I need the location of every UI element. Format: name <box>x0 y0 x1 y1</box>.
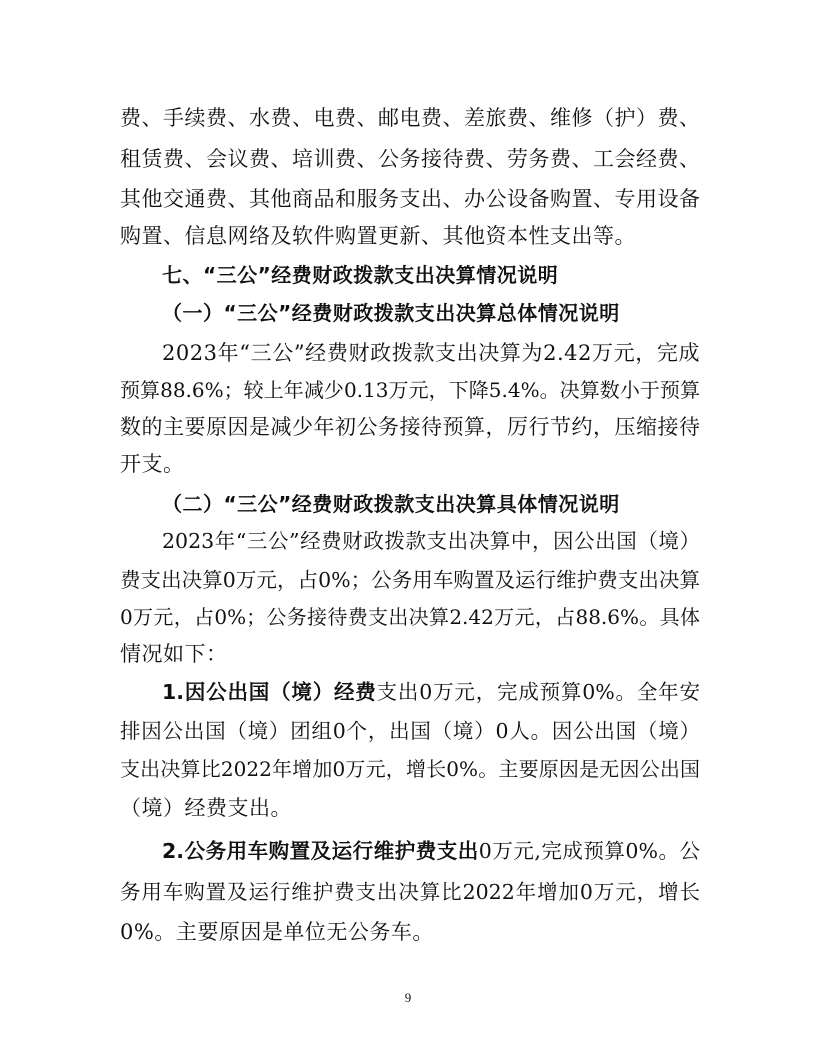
paragraph-line: （境）经费支出。 <box>120 796 292 820</box>
item-2-text: 0万元,完成预算0%。公 <box>478 839 700 863</box>
paragraph-line: 2023年“三公”经费财政拨款支出决算中，因公出国（境） <box>162 529 700 553</box>
section-heading: 七、“三公”经费财政拨款支出决算情况说明 <box>162 263 559 287</box>
item-2-label: 2.公务用车购置及运行维护费支出 <box>162 839 479 863</box>
body-text-line: 费、手续费、水费、电费、邮电费、差旅费、维修（护）费、 <box>120 106 701 130</box>
paragraph-line: 0万元，占0%；公务接待费支出决算2.42万元，占88.6%。具体 <box>120 605 700 629</box>
paragraph-line: 2023年“三公”经费财政拨款支出决算为2.42万元，完成 <box>162 341 700 365</box>
paragraph-line: 排因公出国（境）团组0个，出国（境）0人。因公出国（境） <box>120 719 700 743</box>
item-1-first-line <box>162 674 700 710</box>
body-text-line: 租赁费、会议费、培训费、公务接待费、劳务费、工会经费、 <box>120 147 701 171</box>
paragraph-line: 支出决算比2022年增加0万元，增长0%。主要原因是无因公出国 <box>120 757 700 781</box>
paragraph-line: 费支出决算0万元，占0%；公务用车购置及运行维护费支出决算 <box>120 568 700 592</box>
subsection-heading-1: （一）“三公”经费财政拨款支出决算总体情况说明 <box>162 301 620 325</box>
body-text-line: 购置、信息网络及软件购置更新、其他资本性支出等。 <box>120 224 636 248</box>
page-number: 9 <box>404 990 412 1005</box>
paragraph-line: 情况如下： <box>120 642 228 666</box>
paragraph-line: 预算88.6%；较上年减少0.13万元，下降5.4%。决算数小于预算 <box>120 378 700 402</box>
paragraph-line: 开支。 <box>120 452 185 476</box>
subsection-heading-2: （二）“三公”经费财政拨款支出决算具体情况说明 <box>162 492 620 516</box>
item-1-text: 支出0万元，完成预算0%。全年安 <box>376 680 700 704</box>
body-text-line: 其他交通费、其他商品和服务支出、办公设备购置、专用设备 <box>120 187 701 211</box>
item-2-first-line <box>162 833 700 869</box>
paragraph-line: 数的主要原因是减少年初公务接待预算，厉行节约，压缩接待 <box>120 415 701 439</box>
item-1-label: 1.因公出国（境）经费 <box>162 680 377 704</box>
paragraph-line: 0%。主要原因是单位无公务车。 <box>120 920 434 944</box>
paragraph-line: 务用车购置及运行维护费支出决算比2022年增加0万元，增长 <box>120 880 700 904</box>
